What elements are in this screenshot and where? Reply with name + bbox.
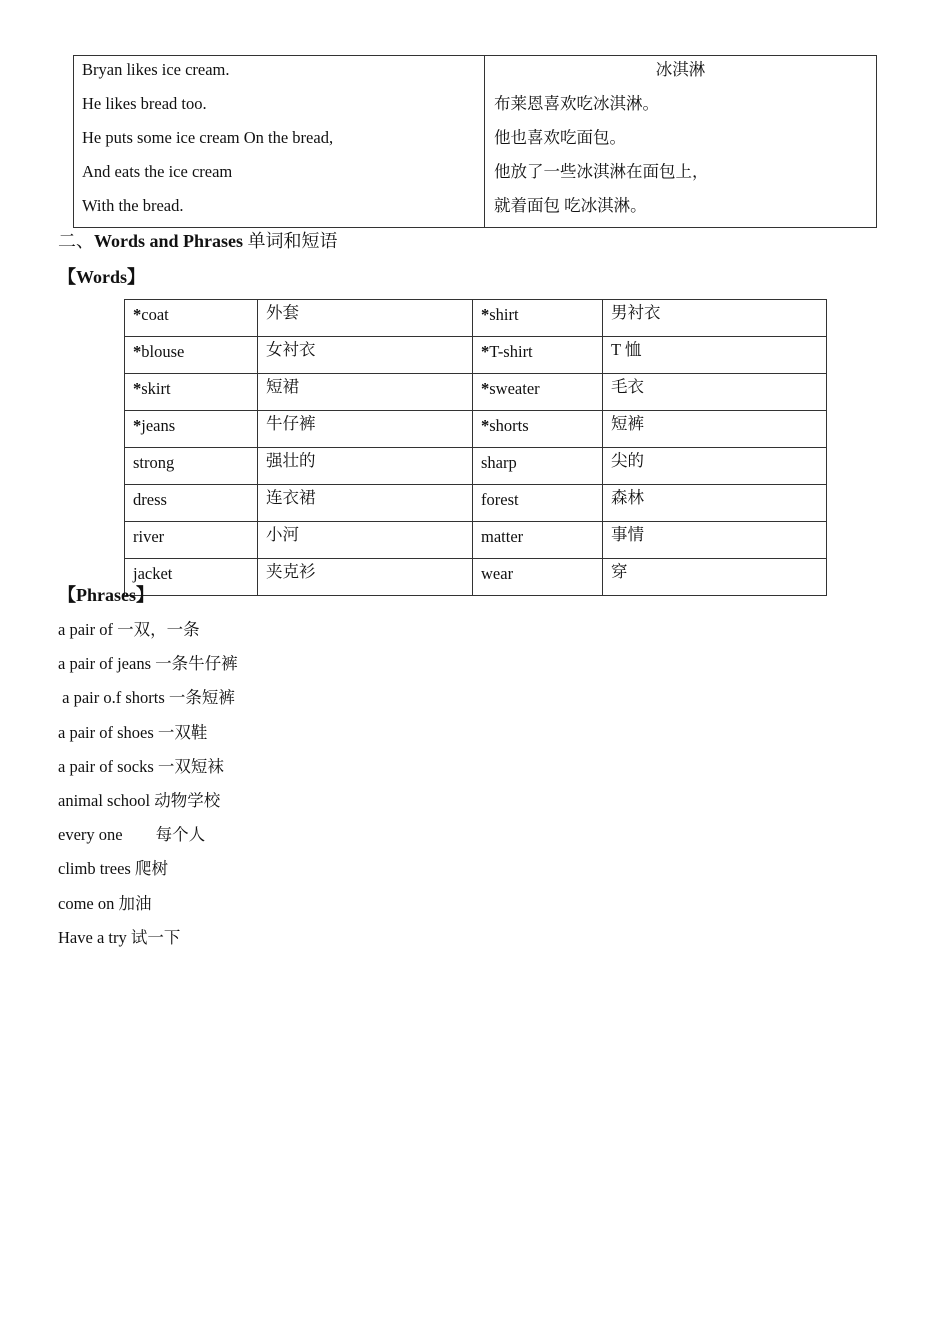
word-text: wear bbox=[481, 564, 514, 583]
word-cell bbox=[125, 411, 258, 448]
meaning-cell bbox=[603, 411, 827, 448]
meaning-cell bbox=[258, 300, 473, 337]
word-text: coat bbox=[141, 305, 169, 324]
phrase-item: a pair of socks 一双短袜 bbox=[58, 756, 224, 776]
section-title-english: Words and Phrases bbox=[94, 231, 244, 251]
word-cell bbox=[125, 337, 258, 374]
meaning-text: 女衬衣 bbox=[266, 340, 316, 359]
meaning-cell bbox=[603, 337, 827, 374]
star-marker: * bbox=[133, 342, 142, 361]
meaning-cell bbox=[258, 448, 473, 485]
phrase-item: a pair of 一双，一条 bbox=[58, 620, 200, 639]
word-text: matter bbox=[481, 527, 524, 546]
meaning-text: 事情 bbox=[611, 525, 644, 544]
word-cell bbox=[473, 374, 603, 411]
phrase-item: animal school 动物学校 bbox=[58, 790, 221, 810]
story-chinese-column bbox=[485, 56, 876, 227]
section-heading bbox=[58, 229, 338, 253]
word-cell bbox=[125, 374, 258, 411]
word-cell bbox=[125, 448, 258, 485]
phrases-list bbox=[58, 618, 238, 960]
meaning-cell bbox=[258, 559, 473, 596]
star-marker: * bbox=[481, 416, 490, 435]
word-text: sweater bbox=[489, 379, 540, 398]
table-row bbox=[125, 559, 827, 596]
meaning-cell bbox=[258, 337, 473, 374]
meaning-cell bbox=[603, 374, 827, 411]
meaning-text: 穿 bbox=[611, 562, 628, 581]
star-marker: * bbox=[481, 305, 490, 324]
meaning-cell bbox=[603, 485, 827, 522]
story-chinese-line: 布莱恩喜欢吃冰淇淋。 bbox=[494, 94, 659, 113]
section-title-chinese: 单词和短语 bbox=[243, 231, 338, 251]
table-row bbox=[125, 522, 827, 559]
table-row bbox=[125, 485, 827, 522]
word-cell bbox=[473, 559, 603, 596]
table-row bbox=[125, 300, 827, 337]
table-row bbox=[125, 374, 827, 411]
words-table bbox=[124, 299, 827, 596]
word-text: skirt bbox=[141, 379, 171, 398]
table-row bbox=[125, 411, 827, 448]
table-row bbox=[125, 337, 827, 374]
meaning-text: 外套 bbox=[266, 303, 299, 322]
story-english-column bbox=[74, 56, 485, 227]
word-cell bbox=[473, 411, 603, 448]
meaning-text: 短裙 bbox=[266, 377, 299, 396]
word-text: strong bbox=[133, 453, 175, 472]
meaning-cell bbox=[603, 300, 827, 337]
meaning-cell bbox=[258, 485, 473, 522]
word-cell bbox=[473, 337, 603, 374]
word-cell bbox=[473, 485, 603, 522]
word-text: blouse bbox=[141, 342, 185, 361]
phrase-item: a pair o.f shorts 一条短裤 bbox=[58, 688, 235, 708]
word-cell bbox=[125, 522, 258, 559]
word-cell bbox=[125, 485, 258, 522]
star-marker: * bbox=[133, 379, 142, 398]
meaning-text: 男衬衣 bbox=[611, 303, 661, 322]
star-marker: * bbox=[133, 305, 142, 324]
story-table bbox=[73, 55, 877, 228]
meaning-cell bbox=[603, 448, 827, 485]
meaning-text: 强壮的 bbox=[266, 451, 316, 470]
story-english-line: Bryan likes ice cream. bbox=[82, 60, 230, 79]
meaning-text: 森林 bbox=[611, 488, 644, 507]
word-text: shirt bbox=[489, 305, 519, 324]
story-chinese-line: 他放了一些冰淇淋在面包上， bbox=[494, 162, 709, 181]
meaning-text: 连衣裙 bbox=[266, 488, 316, 507]
table-row bbox=[125, 448, 827, 485]
phrase-item: climb trees 爬树 bbox=[58, 859, 168, 879]
story-chinese-line: 他也喜欢吃面包。 bbox=[494, 128, 626, 147]
meaning-text: 短裤 bbox=[611, 414, 644, 433]
word-text: jeans bbox=[141, 416, 176, 435]
phrase-item: a pair of shoes 一双鞋 bbox=[58, 722, 208, 742]
word-cell bbox=[473, 448, 603, 485]
meaning-text: 牛仔裤 bbox=[266, 414, 316, 433]
words-heading: 【Words】 bbox=[58, 267, 146, 287]
meaning-cell bbox=[603, 522, 827, 559]
word-text: forest bbox=[481, 490, 519, 509]
phrases-heading: 【Phrases】 bbox=[58, 585, 154, 605]
word-text: T-shirt bbox=[489, 342, 533, 361]
story-english-line: He likes bread too. bbox=[82, 94, 207, 113]
phrase-item: every one 每个人 bbox=[58, 825, 206, 845]
word-cell bbox=[125, 300, 258, 337]
word-text: dress bbox=[133, 490, 167, 509]
word-text: shorts bbox=[489, 416, 529, 435]
meaning-text: T 恤 bbox=[611, 340, 642, 359]
phrase-item: a pair of jeans 一条牛仔裤 bbox=[58, 654, 238, 674]
meaning-cell bbox=[258, 374, 473, 411]
meaning-cell bbox=[258, 522, 473, 559]
story-english-line: He puts some ice cream On the bread, bbox=[82, 128, 334, 147]
meaning-text: 毛衣 bbox=[611, 377, 644, 396]
meaning-cell bbox=[603, 559, 827, 596]
word-text: jacket bbox=[133, 564, 173, 583]
word-cell bbox=[473, 522, 603, 559]
meaning-text: 尖的 bbox=[611, 451, 644, 470]
phrase-item: Have a try 试一下 bbox=[58, 927, 181, 947]
meaning-text: 小河 bbox=[266, 525, 299, 544]
word-text: river bbox=[133, 527, 165, 546]
story-english-line: With the bread. bbox=[82, 196, 184, 215]
story-chinese-line: 就着面包 吃冰淇淋。 bbox=[494, 196, 647, 215]
star-marker: * bbox=[481, 342, 490, 361]
word-cell bbox=[473, 300, 603, 337]
meaning-text: 夹克衫 bbox=[266, 562, 316, 581]
story-chinese-title: 冰淇淋 bbox=[655, 60, 706, 79]
story-english-line: And eats the ice cream bbox=[82, 162, 233, 181]
meaning-cell bbox=[258, 411, 473, 448]
section-prefix: 二、 bbox=[58, 231, 94, 251]
phrase-item: come on 加油 bbox=[58, 893, 152, 913]
word-text: sharp bbox=[481, 453, 517, 472]
star-marker: * bbox=[481, 379, 490, 398]
star-marker: * bbox=[133, 416, 142, 435]
